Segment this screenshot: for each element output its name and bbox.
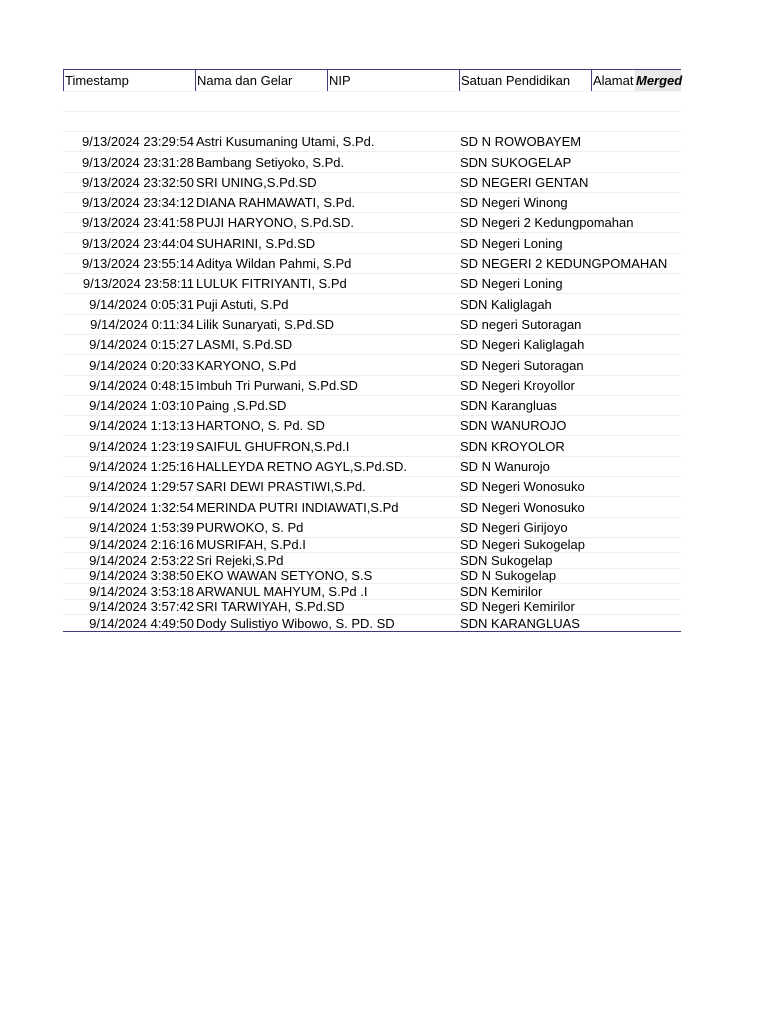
- table-row: [63, 416, 681, 436]
- cell-nip[interactable]: [327, 376, 459, 395]
- empty-cell[interactable]: [591, 92, 635, 111]
- cell-satuan[interactable]: SD Negeri Winong: [460, 195, 568, 211]
- cell-merged[interactable]: [635, 152, 681, 171]
- spreadsheet-table: [63, 69, 681, 632]
- cell-alamat[interactable]: [591, 274, 635, 293]
- cell-nip[interactable]: [327, 254, 459, 273]
- table-row: [63, 518, 681, 538]
- cell-nama[interactable]: MERINDA PUTRI INDIAWATI,S.Pd: [196, 499, 399, 515]
- cell-merged[interactable]: [635, 600, 681, 615]
- cell-merged[interactable]: [635, 518, 681, 537]
- cell-merged[interactable]: [635, 416, 681, 435]
- cell-merged[interactable]: [635, 615, 681, 631]
- cell-satuan[interactable]: SD Negeri Kemirilor: [460, 599, 575, 615]
- cell-satuan[interactable]: SDN KROYOLOR: [460, 438, 565, 454]
- empty-cell[interactable]: [195, 112, 327, 131]
- cell-satuan[interactable]: SD NEGERI GENTAN: [460, 174, 589, 190]
- empty-row: [63, 112, 681, 132]
- cell-timestamp[interactable]: 9/13/2024 23:41:58: [81, 215, 194, 231]
- cell-timestamp[interactable]: 9/14/2024 1:53:39: [89, 519, 194, 535]
- cell-satuan[interactable]: SD negeri Sutoragan: [460, 316, 582, 332]
- table-row: [63, 436, 681, 456]
- cell-nip[interactable]: [327, 457, 459, 476]
- cell-merged[interactable]: [635, 294, 681, 313]
- cell-timestamp[interactable]: 9/14/2024 1:03:10: [89, 398, 194, 414]
- cell-nama[interactable]: SAIFUL GHUFRON,S.Pd.I: [196, 438, 350, 454]
- cell-merged[interactable]: [635, 254, 681, 273]
- table-row: [63, 173, 681, 193]
- cell-timestamp[interactable]: 9/14/2024 3:57:42: [89, 599, 194, 615]
- cell-merged[interactable]: [635, 376, 681, 395]
- table-row: [63, 600, 681, 616]
- cell-alamat[interactable]: [591, 355, 635, 374]
- cell-nip[interactable]: [327, 213, 459, 232]
- cell-timestamp[interactable]: 9/14/2024 1:32:54: [89, 499, 194, 515]
- cell-nama[interactable]: DIANA RAHMAWATI, S.Pd.: [196, 195, 356, 211]
- empty-cell[interactable]: [327, 92, 459, 111]
- cell-nama[interactable]: SRI UNING,S.Pd.SD: [196, 174, 317, 190]
- cell-nip[interactable]: [327, 477, 459, 496]
- cell-satuan[interactable]: SDN SUKOGELAP: [460, 154, 572, 170]
- table-row: [63, 477, 681, 497]
- cell-timestamp[interactable]: 9/14/2024 3:38:50: [89, 568, 194, 584]
- cell-timestamp[interactable]: 9/14/2024 0:05:31: [89, 296, 194, 312]
- empty-cell[interactable]: [327, 112, 459, 131]
- cell-satuan[interactable]: SDN Karangluas: [460, 398, 557, 414]
- header-satuan[interactable]: Satuan Pendidikan: [459, 70, 591, 91]
- cell-nip[interactable]: [327, 294, 459, 313]
- cell-nama[interactable]: Bambang Setiyoko, S.Pd.: [196, 154, 345, 170]
- cell-timestamp[interactable]: 9/13/2024 23:58:11: [82, 276, 194, 292]
- cell-nama[interactable]: Paing ,S.Pd.SD: [196, 398, 287, 414]
- cell-merged[interactable]: [635, 233, 681, 252]
- table-row: [63, 615, 681, 631]
- cell-timestamp[interactable]: 9/14/2024 2:16:16: [89, 537, 194, 553]
- cell-nama[interactable]: EKO WAWAN SETYONO, S.S: [196, 568, 373, 584]
- cell-alamat[interactable]: [591, 132, 635, 151]
- header-nip[interactable]: NIP: [327, 70, 459, 91]
- table-row: [63, 538, 681, 554]
- cell-merged[interactable]: [635, 315, 681, 334]
- cell-alamat[interactable]: [591, 538, 635, 553]
- cell-nama[interactable]: Dody Sulistiyo Wibowo, S. PD. SD: [196, 615, 395, 631]
- cell-timestamp[interactable]: 9/13/2024 23:29:54: [81, 134, 194, 150]
- cell-satuan[interactable]: SDN WANUROJO: [460, 418, 567, 434]
- table-row: [63, 152, 681, 172]
- cell-satuan[interactable]: SDN KARANGLUAS: [460, 615, 580, 631]
- cell-nip[interactable]: [327, 132, 459, 151]
- empty-cell[interactable]: [635, 92, 681, 111]
- header-merged[interactable]: Merged: [635, 70, 681, 91]
- cell-nama[interactable]: ARWANUL MAHYUM, S.Pd .I: [196, 583, 368, 599]
- cell-satuan[interactable]: SD N Wanurojo: [460, 459, 550, 475]
- table-row: [63, 254, 681, 274]
- cell-nip[interactable]: [327, 538, 459, 553]
- empty-cell[interactable]: [591, 112, 635, 131]
- cell-timestamp[interactable]: 9/14/2024 1:23:19: [89, 438, 194, 454]
- table-row: [63, 396, 681, 416]
- cell-satuan[interactable]: SDN Sukogelap: [460, 552, 553, 568]
- cell-nip[interactable]: [327, 600, 459, 615]
- empty-cell[interactable]: [195, 92, 327, 111]
- cell-alamat[interactable]: [591, 569, 635, 584]
- cell-timestamp[interactable]: 9/14/2024 0:48:15: [89, 377, 194, 393]
- cell-merged[interactable]: [635, 436, 681, 455]
- cell-nip[interactable]: [327, 497, 459, 516]
- cell-alamat[interactable]: [591, 477, 635, 496]
- cell-merged[interactable]: [635, 569, 681, 584]
- cell-alamat[interactable]: [591, 152, 635, 171]
- cell-satuan[interactable]: SD Negeri Kroyollor: [460, 377, 575, 393]
- cell-satuan[interactable]: SD NEGERI 2 KEDUNGPOMAHAN: [460, 256, 668, 272]
- cell-satuan[interactable]: SD Negeri 2 Kedungpomahan: [460, 215, 634, 231]
- cell-merged[interactable]: [635, 274, 681, 293]
- cell-satuan[interactable]: SD Negeri Sukogelap: [460, 537, 586, 553]
- cell-nama[interactable]: Sri Rejeki,S.Pd: [196, 552, 284, 568]
- cell-alamat[interactable]: [591, 497, 635, 516]
- cell-nama[interactable]: HALLEYDA RETNO AGYL,S.Pd.SD.: [196, 459, 407, 475]
- cell-timestamp[interactable]: 9/14/2024 3:53:18: [89, 583, 194, 599]
- empty-cell[interactable]: [459, 112, 591, 131]
- empty-cell[interactable]: [459, 92, 591, 111]
- cell-satuan[interactable]: SD N Sukogelap: [460, 568, 557, 584]
- empty-cell[interactable]: [63, 92, 195, 111]
- cell-alamat[interactable]: [591, 436, 635, 455]
- cell-nip[interactable]: [327, 173, 459, 192]
- table-row: [63, 132, 681, 152]
- cell-nama[interactable]: Puji Astuti, S.Pd: [196, 296, 289, 312]
- data-rows: [63, 132, 681, 631]
- header-timestamp[interactable]: Timestamp: [63, 70, 195, 91]
- cell-nip[interactable]: [327, 553, 459, 568]
- cell-nip[interactable]: [327, 396, 459, 415]
- cell-merged[interactable]: [635, 553, 681, 568]
- table-row: [63, 193, 681, 213]
- cell-satuan[interactable]: SD Negeri Loning: [460, 276, 563, 292]
- empty-cell[interactable]: [635, 112, 681, 131]
- cell-merged[interactable]: [635, 538, 681, 553]
- cell-merged[interactable]: [635, 477, 681, 496]
- cell-nip[interactable]: [327, 569, 459, 584]
- cell-nama[interactable]: SARI DEWI PRASTIWI,S.Pd.: [196, 479, 366, 495]
- cell-alamat[interactable]: [591, 254, 635, 273]
- cell-satuan[interactable]: SDN Kemirilor: [460, 583, 543, 599]
- cell-nama[interactable]: SRI TARWIYAH, S.Pd.SD: [196, 599, 345, 615]
- table-row: [63, 294, 681, 314]
- cell-nip[interactable]: [327, 355, 459, 374]
- cell-merged[interactable]: [635, 584, 681, 599]
- cell-nip[interactable]: [327, 335, 459, 354]
- cell-merged[interactable]: [635, 396, 681, 415]
- cell-nip[interactable]: [327, 436, 459, 455]
- cell-satuan[interactable]: SDN Kaliglagah: [460, 296, 552, 312]
- cell-timestamp[interactable]: 9/13/2024 23:55:14: [81, 256, 194, 272]
- cell-nama[interactable]: LASMI, S.Pd.SD: [196, 337, 293, 353]
- header-row: [63, 70, 681, 92]
- cell-nama[interactable]: Imbuh Tri Purwani, S.Pd.SD: [196, 377, 358, 393]
- cell-satuan[interactable]: SD Negeri Kaliglagah: [460, 337, 585, 353]
- cell-timestamp[interactable]: 9/13/2024 23:44:04: [81, 235, 194, 251]
- cell-nama[interactable]: HARTONO, S. Pd. SD: [196, 418, 325, 434]
- cell-alamat[interactable]: [591, 376, 635, 395]
- empty-cell[interactable]: [63, 112, 195, 131]
- cell-alamat[interactable]: [591, 553, 635, 568]
- cell-timestamp[interactable]: 9/14/2024 4:49:50: [89, 615, 194, 631]
- cell-merged[interactable]: [635, 335, 681, 354]
- cell-merged[interactable]: [635, 213, 681, 232]
- cell-nama[interactable]: LULUK FITRIYANTI, S.Pd: [196, 276, 347, 292]
- cell-alamat[interactable]: [591, 315, 635, 334]
- cell-timestamp[interactable]: 9/14/2024 1:29:57: [89, 479, 194, 495]
- table-row: [63, 553, 681, 569]
- table-row: [63, 497, 681, 517]
- cell-nama[interactable]: Aditya Wildan Pahmi, S.Pd: [196, 256, 352, 272]
- cell-merged[interactable]: [635, 355, 681, 374]
- cell-nip[interactable]: [327, 416, 459, 435]
- cell-alamat[interactable]: [591, 233, 635, 252]
- cell-nip[interactable]: [327, 152, 459, 171]
- cell-timestamp[interactable]: 9/14/2024 1:13:13: [89, 418, 194, 434]
- cell-alamat[interactable]: [591, 600, 635, 615]
- cell-merged[interactable]: [635, 193, 681, 212]
- empty-row: [63, 92, 681, 112]
- cell-nama[interactable]: Lilik Sunaryati, S.Pd.SD: [196, 316, 335, 332]
- cell-alamat[interactable]: [591, 213, 635, 232]
- cell-nama[interactable]: MUSRIFAH, S.Pd.I: [196, 537, 306, 553]
- table-row: [63, 355, 681, 375]
- cell-alamat[interactable]: [591, 416, 635, 435]
- table-row: [63, 376, 681, 396]
- cell-timestamp[interactable]: 9/14/2024 0:15:27: [89, 337, 194, 353]
- cell-merged[interactable]: [635, 457, 681, 476]
- cell-nama[interactable]: PUJI HARYONO, S.Pd.SD.: [196, 215, 354, 231]
- header-alamat[interactable]: Alamat: [591, 70, 635, 91]
- cell-merged[interactable]: [635, 173, 681, 192]
- table-row: [63, 233, 681, 253]
- table-row: [63, 457, 681, 477]
- cell-alamat[interactable]: [591, 335, 635, 354]
- table-row: [63, 569, 681, 585]
- cell-alamat[interactable]: [591, 193, 635, 212]
- cell-timestamp[interactable]: 9/14/2024 0:11:34: [90, 316, 194, 332]
- cell-timestamp[interactable]: 9/13/2024 23:31:28: [81, 154, 194, 170]
- cell-timestamp[interactable]: 9/13/2024 23:34:12: [81, 195, 194, 211]
- header-nama[interactable]: Nama dan Gelar: [195, 70, 327, 91]
- cell-satuan[interactable]: SD Negeri Girijoyo: [460, 519, 568, 535]
- cell-satuan[interactable]: SD Negeri Loning: [460, 235, 563, 251]
- cell-satuan[interactable]: SD Negeri Wonosuko: [460, 499, 585, 515]
- cell-timestamp[interactable]: 9/13/2024 23:32:50: [81, 174, 194, 190]
- cell-alamat[interactable]: [591, 294, 635, 313]
- cell-alamat[interactable]: [591, 457, 635, 476]
- cell-nama[interactable]: KARYONO, S.Pd: [196, 357, 297, 373]
- cell-timestamp[interactable]: 9/14/2024 1:25:16: [89, 459, 194, 475]
- cell-alamat[interactable]: [591, 584, 635, 599]
- cell-timestamp[interactable]: 9/14/2024 0:20:33: [89, 357, 194, 373]
- cell-alamat[interactable]: [591, 396, 635, 415]
- cell-timestamp[interactable]: 9/14/2024 2:53:22: [89, 552, 194, 568]
- cell-nama[interactable]: SUHARINI, S.Pd.SD: [196, 235, 316, 251]
- cell-nip[interactable]: [327, 193, 459, 212]
- table-row: [63, 335, 681, 355]
- cell-nip[interactable]: [327, 615, 459, 631]
- cell-nama[interactable]: PURWOKO, S. Pd: [196, 519, 304, 535]
- table-row: [63, 274, 681, 294]
- cell-merged[interactable]: [635, 132, 681, 151]
- cell-satuan[interactable]: SD Negeri Wonosuko: [460, 479, 585, 495]
- cell-alamat[interactable]: [591, 615, 635, 631]
- cell-nip[interactable]: [327, 274, 459, 293]
- cell-satuan[interactable]: SD Negeri Sutoragan: [460, 357, 584, 373]
- cell-alamat[interactable]: [591, 518, 635, 537]
- table-row: [63, 213, 681, 233]
- cell-nip[interactable]: [327, 518, 459, 537]
- cell-alamat[interactable]: [591, 173, 635, 192]
- cell-nip[interactable]: [327, 315, 459, 334]
- cell-merged[interactable]: [635, 497, 681, 516]
- cell-nip[interactable]: [327, 233, 459, 252]
- table-row: [63, 584, 681, 600]
- cell-nama[interactable]: Astri Kusumaning Utami, S.Pd.: [196, 134, 375, 150]
- cell-nip[interactable]: [327, 584, 459, 599]
- table-row: [63, 315, 681, 335]
- cell-satuan[interactable]: SD N ROWOBAYEM: [460, 134, 582, 150]
